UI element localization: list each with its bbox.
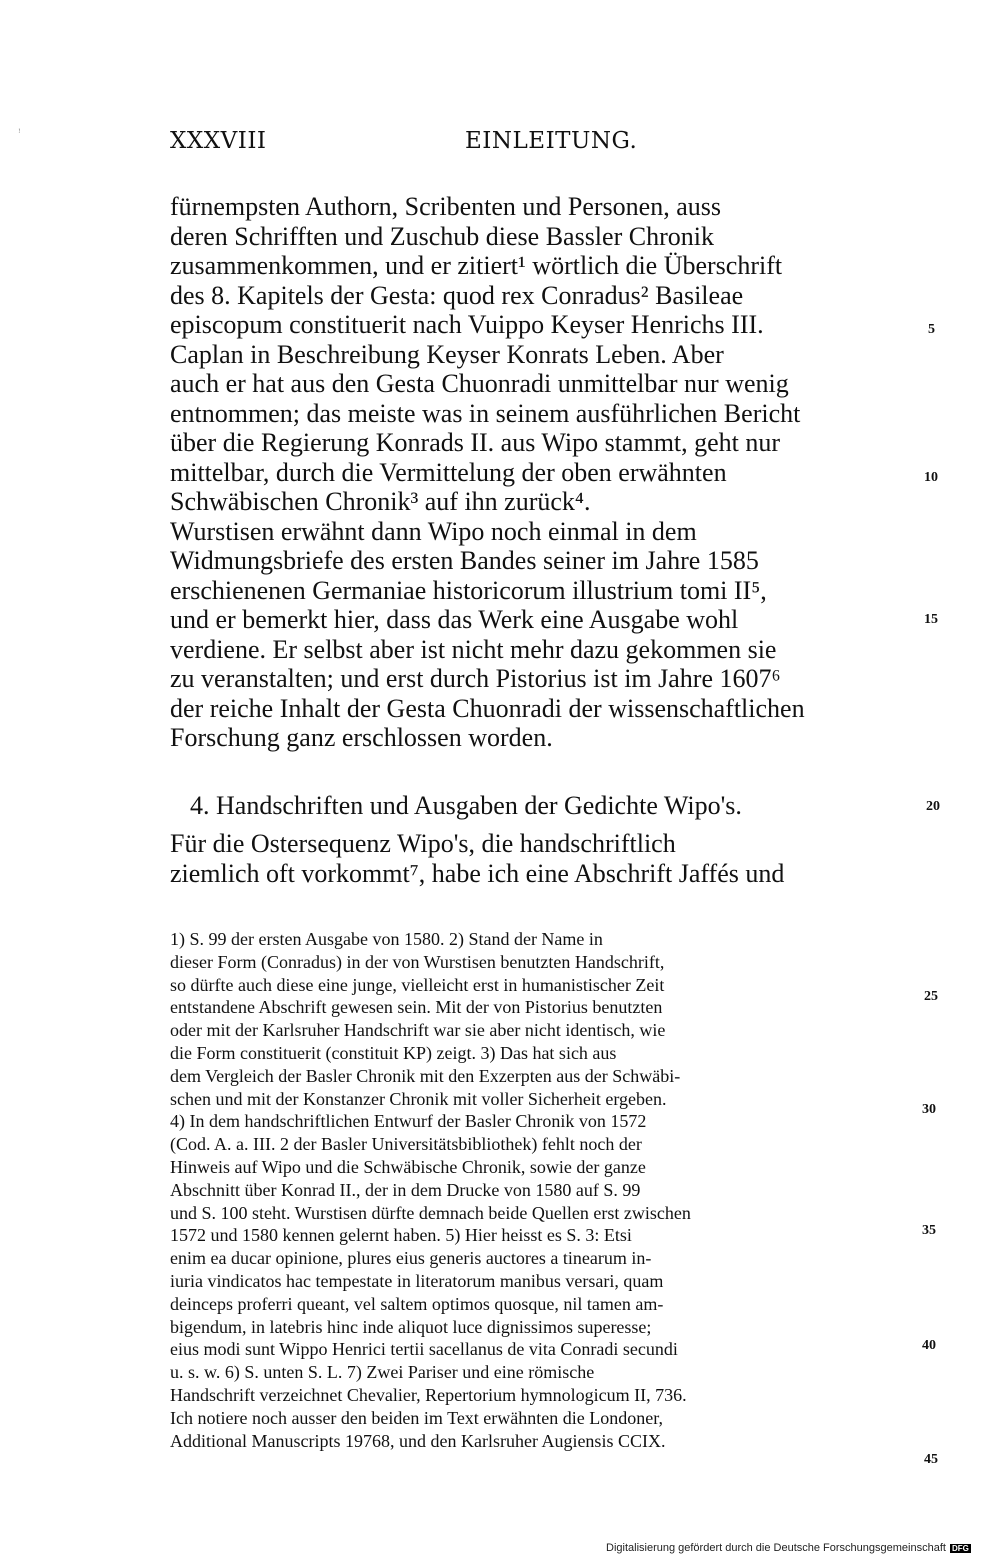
running-header: [170, 128, 922, 162]
body-line: auch er hat aus den Gesta Chuonradi unmittelbar nur wenig: [170, 369, 789, 398]
footer-text: Digitalisierung gefördert durch die Deutsche Forschungsgemeinschaft: [606, 1542, 946, 1554]
line-number: 20: [926, 799, 940, 814]
footnote-line: 4) In dem handschriftlichen Entwurf der Basler Chronik von 1572: [170, 1111, 647, 1132]
body-line: Forschung ganz erschlossen worden.: [170, 723, 553, 752]
body-line: über die Regierung Konrads II. aus Wipo stammt, geht nur: [170, 428, 781, 457]
body-line: Caplan in Beschreibung Keyser Konrats Leben. Aber: [170, 339, 724, 369]
page-number: XXXVIII: [170, 128, 267, 154]
footnote-line: oder mit der Karlsruher Handschrift war sie aber nicht identisch, wie: [170, 1020, 666, 1041]
footnote-line: bigendum, in latebris hinc inde aliquot luce dignissimos superesse;: [170, 1316, 652, 1337]
line-number: 35: [922, 1223, 936, 1238]
header-title: EINLEITUNG.: [465, 128, 638, 154]
body-line: episcopum constituerit nach Vuippo Keyser Henrichs III.: [170, 310, 764, 339]
footnote-line: deinceps proferri queant, vel saltem optimos quosque, nil tamen am-: [170, 1293, 664, 1314]
footnote-line: iuria vindicatos hac tempestate in literatorum manibus versari, quam: [170, 1271, 664, 1291]
footnote-line: Abschnitt über Konrad II., der in dem Drucke von 1580 auf S. 99: [170, 1179, 641, 1200]
body-line: Widmungsbriefe des ersten Bandes seiner im Jahre 1585: [170, 546, 759, 575]
body-line: zusammenkommen, und er zitiert¹ wörtlich die Überschrift: [170, 251, 783, 280]
line-number: 30: [922, 1102, 936, 1117]
footnote-line: enim ea ducar opinione, plures eius generis auctores a tinearum in-: [170, 1248, 652, 1269]
footnote-line: 1) S. 99 der ersten Ausgabe von 1580. 2) Stand der Name in: [170, 929, 603, 949]
line-number: 25: [924, 989, 938, 1004]
footnote-line: (Cod. A. a. III. 2 der Basler Universitätsbibliothek) fehlt noch der: [170, 1134, 642, 1155]
body-line: mittelbar, durch die Vermittelung der oben erwähnten: [170, 457, 727, 487]
footnote-line: Additional Manuscripts 19768, und den Karlsruher Augiensis CCIX.: [170, 1430, 666, 1451]
footnote-line: dem Vergleich der Basler Chronik mit den Exzerpten aus der Schwäbi-: [170, 1065, 681, 1086]
body-line: der reiche Inhalt der Gesta Chuonradi der wissenschaftlichen: [170, 693, 805, 723]
footnote-line: so dürfte auch diese eine junge, vielleicht erst in humanistischer Zeit: [170, 974, 665, 995]
footnote-line: Handschrift verzeichnet Chevalier, Repertorium hymnologicum II, 736.: [170, 1385, 687, 1405]
footnote-line: Hinweis auf Wipo und die Schwäbische Chronik, sowie der ganze: [170, 1157, 646, 1177]
line-number: 15: [924, 612, 938, 627]
dfg-logo: DFG: [951, 1544, 969, 1553]
footnote-line: dieser Form (Conradus) in der von Wurstisen benutzten Handschrift,: [170, 951, 665, 972]
footnote-line: entstandene Abschrift gewesen sein. Mit der von Pistorius benutzten: [170, 997, 663, 1018]
body-line: entnommen; das meiste was in seinem ausführlichen Bericht: [170, 398, 801, 428]
section-heading: 4. Handschriften und Ausgaben der Gedichte Wipo's.: [190, 791, 742, 820]
footnote-line: schen und mit der Konstanzer Chronik mit voller Sicherheit ergeben.: [170, 1088, 667, 1109]
body-line: erschienenen Germaniae historicorum illustrium tomi II⁵,: [170, 575, 767, 605]
body-line: des 8. Kapitels der Gesta: quod rex Conradus² Basileae: [170, 280, 744, 310]
body-line: Wurstisen erwähnt dann Wipo noch einmal in dem: [170, 516, 697, 546]
body-line: zu veranstalten; und erst durch Pistorius ist im Jahre 1607⁶: [170, 664, 781, 693]
body-line: fürnempsten Authorn, Scribenten und Personen, auss: [170, 192, 721, 221]
footnote-line: und S. 100 steht. Wurstisen dürfte demnach beide Quellen erst zwischen: [170, 1202, 691, 1223]
footer: [606, 1542, 971, 1554]
body-line: und er bemerkt hier, dass das Werk eine Ausgabe wohl: [170, 605, 739, 634]
body-line: Schwäbischen Chronik³ auf ihn zurück⁴.: [170, 487, 591, 516]
footnote-line: u. s. w. 6) S. unten S. L. 7) Zwei Pariser und eine römische: [170, 1362, 595, 1383]
body-line: verdiene. Er selbst aber ist nicht mehr dazu gekommen sie: [170, 634, 777, 664]
footnote-line: Ich notiere noch ausser den beiden im Text erwähnten die Londoner,: [170, 1407, 664, 1428]
line-number: 45: [924, 1452, 938, 1467]
footnote-line: 1572 und 1580 kennen gelernt haben. 5) Hier heisst es S. 3: Etsi: [170, 1225, 632, 1246]
line-number: 5: [928, 322, 935, 337]
section-line: ziemlich oft vorkommt⁷, habe ich eine Abschrift Jaffés und: [170, 859, 785, 888]
section-line: Für die Ostersequenz Wipo's, die handschriftlich: [170, 829, 676, 858]
corner-mark: ꜝ: [18, 128, 21, 139]
body-line: deren Schrifften und Zuschub diese Bassler Chronik: [170, 221, 714, 251]
footnote-line: eius modi sunt Wippo Henrici tertii sacellanus de vita Conradi secundi: [170, 1339, 678, 1360]
line-number: 10: [924, 470, 938, 485]
line-number: 40: [922, 1338, 936, 1353]
footnote-line: die Form constituerit (constituit KP) zeigt. 3) Das hat sich aus: [170, 1043, 617, 1063]
